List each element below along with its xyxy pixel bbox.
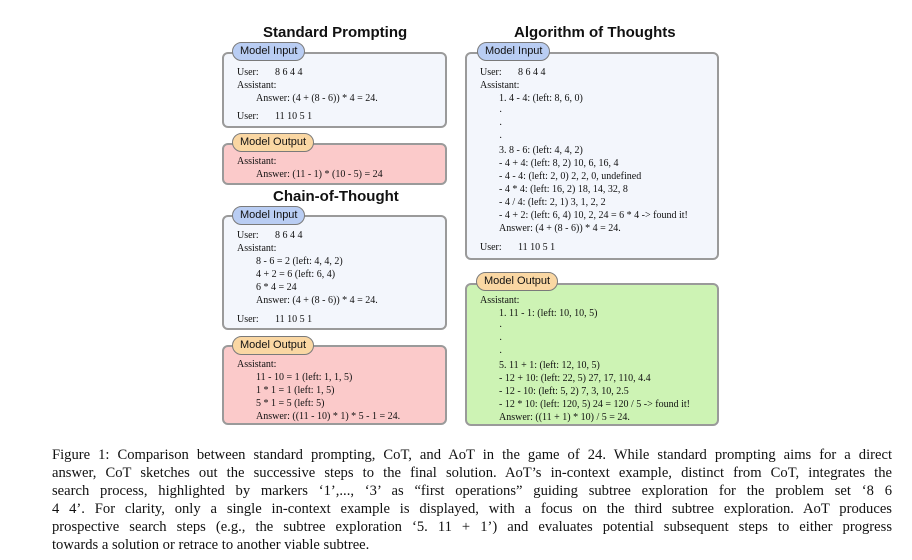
aot-output-step: - 12 + 10: (left: 22, 5) 27, 17, 110, 4.4 (499, 373, 651, 384)
caption-line: towards a solution or retrace to another viable subtree. (52, 537, 370, 554)
aot-output-dot: · (499, 335, 503, 346)
cot-user-value: 8 6 4 4 (275, 230, 303, 241)
aot-user2-value: 11 10 5 1 (518, 242, 556, 253)
caption-line: Figure 1: Comparison between standard prompting, CoT, and AoT in the game of 24. While standard prompting aims for a direct (52, 447, 892, 463)
aot-dot: · (499, 133, 503, 144)
cot-user2-label: User: (237, 314, 259, 325)
aot-user2-label: User: (480, 242, 502, 253)
aot-output-step: - 12 * 10: (left: 120, 5) 24 = 120 / 5 -> found it! (499, 399, 690, 410)
standard-input-tag: Model Input (232, 42, 305, 61)
aot-output-assistant: Assistant: (480, 295, 520, 306)
cot-output-step: 1 * 1 = 1 (left: 1, 5) (256, 385, 335, 396)
cot-user-label: User: (237, 230, 259, 241)
cot-step: 8 - 6 = 2 (left: 4, 4, 2) (256, 256, 343, 267)
aot-output-answer: Answer: ((11 + 1) * 10) / 5 = 24. (499, 412, 630, 423)
cot-user2-value: 11 10 5 1 (275, 314, 313, 325)
standard-output-answer: Answer: (11 - 1) * (10 - 5) = 24 (256, 169, 383, 180)
caption-line: search process, highlighted by markers ‘1’,..., ‘3’ as “first operations” guiding subtree exploration for the problem set ‘8 6 (52, 483, 892, 500)
caption-line: prospective search steps (e.g., the subtree exploration ‘5. 11 + 1’) and evaluates potential subsequent steps to either progress (52, 519, 892, 536)
cot-step: 6 * 4 = 24 (256, 282, 297, 293)
aot-heading: Algorithm of Thoughts (514, 24, 676, 41)
aot-first-operation: 1. 4 - 4: (left: 8, 6, 0) (499, 93, 583, 104)
standard-answer: Answer: (4 + (8 - 6)) * 4 = 24. (256, 93, 378, 104)
aot-output-dot: · (499, 348, 503, 359)
aot-output-dot: · (499, 322, 503, 333)
cot-step: 4 + 2 = 6 (left: 6, 4) (256, 269, 336, 280)
aot-step: - 4 - 4: (left: 2, 0) 2, 2, 0, undefined (499, 171, 642, 182)
aot-step: - 4 + 4: (left: 8, 2) 10, 6, 16, 4 (499, 158, 619, 169)
aot-user-value: 8 6 4 4 (518, 67, 546, 78)
aot-step: - 4 / 4: (left: 2, 1) 3, 1, 2, 2 (499, 197, 606, 208)
standard-assistant: Assistant: (237, 80, 277, 91)
aot-answer: Answer: (4 + (8 - 6)) * 4 = 24. (499, 223, 621, 234)
standard-user-label: User: (237, 67, 259, 78)
cot-output-answer: Answer: ((11 - 10) * 1) * 5 - 1 = 24. (256, 411, 401, 422)
aot-output-first-operation: 1. 11 - 1: (left: 10, 10, 5) (499, 308, 598, 319)
cot-output-step: 11 - 10 = 1 (left: 1, 1, 5) (256, 372, 353, 383)
aot-step: - 4 + 2: (left: 6, 4) 10, 2, 24 = 6 * 4 -> found it! (499, 210, 688, 221)
aot-output-step: - 12 - 10: (left: 5, 2) 7, 3, 10, 2.5 (499, 386, 629, 397)
cot-heading: Chain-of-Thought (273, 188, 399, 205)
aot-output-fifth-operation: 5. 11 + 1: (left: 12, 10, 5) (499, 360, 600, 371)
caption-line: answer, CoT sketches out the successive steps to the final solution. AoT’s in-context example, distinct from CoT, integrates the (52, 465, 892, 482)
figure-caption (52, 446, 892, 555)
aot-third-operation: 3. 8 - 6: (left: 4, 4, 2) (499, 145, 583, 156)
aot-output-tag: Model Output (476, 272, 558, 291)
standard-user-value: 8 6 4 4 (275, 67, 303, 78)
cot-output-assistant: Assistant: (237, 359, 277, 370)
cot-output-tag: Model Output (232, 336, 314, 355)
aot-dot: · (499, 107, 503, 118)
cot-output-step: 5 * 1 = 5 (left: 5) (256, 398, 325, 409)
cot-answer: Answer: (4 + (8 - 6)) * 4 = 24. (256, 295, 378, 306)
caption-line: 4 4’. For clarity, only a single in-context example is displayed, with a focus on the third subtree exploration. AoT produces (52, 501, 892, 518)
aot-user-label: User: (480, 67, 502, 78)
standard-output-assistant: Assistant: (237, 156, 277, 167)
standard-output-tag: Model Output (232, 133, 314, 152)
aot-assistant: Assistant: (480, 80, 520, 91)
cot-input-tag: Model Input (232, 206, 305, 225)
aot-input-tag: Model Input (477, 42, 550, 61)
aot-step: - 4 * 4: (left: 16, 2) 18, 14, 32, 8 (499, 184, 628, 195)
cot-assistant: Assistant: (237, 243, 277, 254)
standard-user2-value: 11 10 5 1 (275, 111, 313, 122)
standard-user2-label: User: (237, 111, 259, 122)
standard-prompting-heading: Standard Prompting (263, 24, 408, 41)
aot-dot: · (499, 120, 503, 131)
